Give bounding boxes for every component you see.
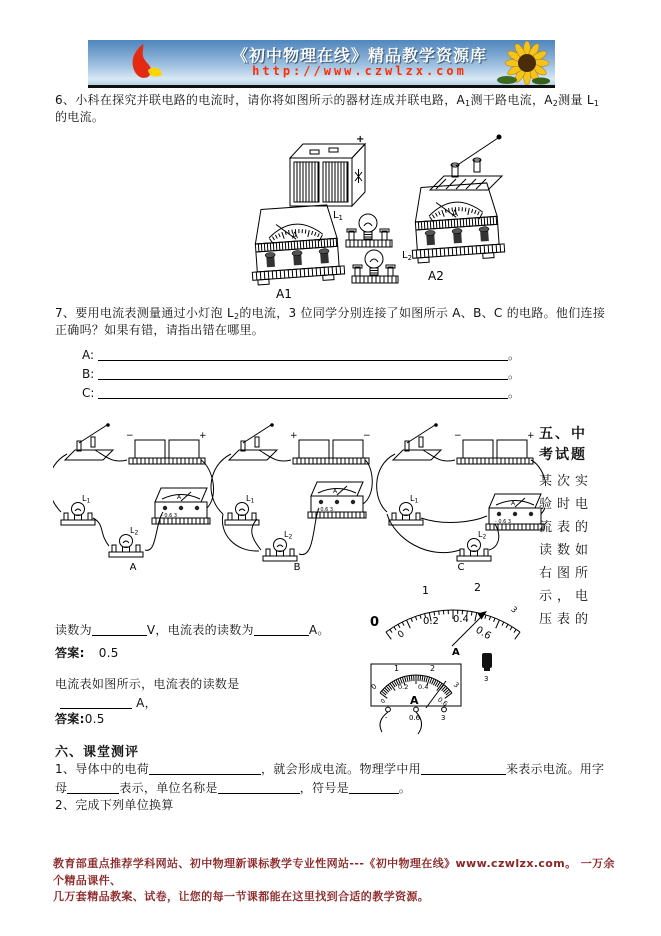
svg-text:L1: L1 [246,494,255,505]
period: 。 [508,386,521,400]
svg-text:L1: L1 [410,494,419,505]
svg-text:3: 3 [509,604,519,615]
q6-sub: 1 [593,99,600,108]
site-logo-icon [122,43,164,83]
svg-text:1: 1 [394,664,400,673]
current-blank [254,623,309,636]
svg-text:3: 3 [451,680,461,690]
q6-part: 6、小科在探究并联电路的电流时，请你将如图所示的器材连成并联电路，A [55,93,466,107]
section-6-q2: 2、完成下列单位换算 [55,798,174,812]
reading-blank [60,696,132,709]
svg-text:+: + [356,134,365,145]
answer-value: 0.5 [98,646,119,660]
section-6-q1: 1、导体中的电荷 ，就会形成电流。物理学中用 来表示电流。用字母 表示，单位名称是 ，符号是 。 [55,762,605,795]
exam-section-heading: 五、中 考试题 [539,426,587,463]
light-bulb [352,250,412,283]
section-6-heading: 六、课堂测评 [55,745,140,760]
reading-line-1: 读数为 V，电流表的读数为 A。 [55,623,330,637]
period: 。 [508,348,521,362]
q1-blank-2 [421,762,506,775]
svg-text:0: 0 [396,629,407,641]
light-bulb [109,526,143,557]
light-bulb [457,530,491,561]
svg-text:- 0.6 3: - 0.6 3 [317,507,334,513]
equipment-figure [232,130,532,302]
reading-line-3: A， [60,695,157,712]
answer-label: 答案: [55,712,85,726]
answer-1 [55,645,119,662]
answer-label: 答案: [55,646,85,660]
q6-part: 的电流。 [55,109,105,124]
answer-blank-b [98,367,508,380]
circuit-diagrams-figure [53,422,545,574]
q6-sub: 1 [465,99,471,108]
svg-text:−: − [363,431,371,441]
svg-text:L2: $L_2$ [402,250,413,262]
reading-line-2: 电流表如图所示，电流表的读数是 [55,677,240,691]
circuit-diagram-C [377,423,545,573]
knife-switch [65,423,113,460]
svg-text:C: C [457,562,465,573]
exam-section-column [539,424,609,631]
svg-text:+: + [527,431,535,441]
ammeter [248,204,345,285]
svg-text:B: B [293,562,301,573]
ammeter [486,494,544,530]
svg-text:0.2: 0.2 [398,683,409,691]
svg-text:- 0.6 3: - 0.6 3 [161,513,178,519]
q6-sub: 2 [552,99,559,108]
svg-text:L1: L1 [82,494,91,505]
svg-text:−: − [454,431,462,441]
svg-text:L2: L2 [478,530,487,541]
light-bulb [61,494,95,525]
ammeter-scale-figure [368,576,546,656]
q6-part: 测干路电流，A [470,93,553,107]
knife-switch [430,135,502,191]
svg-text:3: 3 [484,675,489,683]
svg-text:0.6: 0.6 [436,695,450,709]
battery [290,134,365,206]
light-bulb [225,494,259,525]
exam-section-body: 某次实 验时电 流表的 读数如 右图所 示，电 压表的 [539,474,594,627]
answer-line-a [82,346,520,365]
svg-text:1: 1 [422,584,429,597]
answer-label-a: A: [82,348,95,362]
banner-title: 《初中物理在线》精品教学资源库 [231,46,487,66]
q7-answer-lines [82,346,520,403]
knife-switch [393,423,441,460]
footer-line-2: 几万套精品教案、试卷，让您的每一节课都能在这里找到合适的教学资源。 [53,890,430,903]
battery [290,431,371,464]
svg-text:0.2: 0.2 [423,616,439,627]
light-bulb [333,210,392,247]
answer-2 [55,711,105,728]
svg-text:0.6: 0.6 [473,624,493,643]
ammeter [408,182,505,263]
svg-text:A: A [333,488,338,495]
svg-text:A: A [177,494,182,501]
svg-text:0: 0 [379,697,387,706]
answer-line-c [82,384,520,403]
svg-text:0: 0 [369,682,379,692]
banner-url-link[interactable]: http://www.czwlzx.com [252,63,467,78]
period: 。 [508,367,521,381]
svg-text:2: 2 [474,581,481,594]
svg-text:A1: A1 [276,287,292,301]
circuit-diagram-B [211,423,372,573]
knife-switch [229,423,277,460]
svg-text:0.6: 0.6 [409,714,421,722]
svg-text:0.4: 0.4 [418,683,429,691]
ink-mark [482,653,492,683]
svg-text:-: - [385,714,388,722]
svg-text:0.4: 0.4 [453,614,469,625]
page-footer [53,856,617,906]
q7-sub: 2 [233,312,240,321]
q7-part: 7、要用电流表测量通过小灯泡 L [55,306,234,320]
answer-line-b [82,365,520,384]
answer-label-b: B: [82,367,95,381]
svg-text:A: A [129,562,137,573]
q1-blank-1 [149,762,261,775]
answer-blank-a [98,348,508,361]
svg-text:A: A [451,209,459,220]
battery [454,431,535,464]
svg-text:+: + [199,431,207,441]
ammeter [308,482,366,518]
answer-blank-c [98,386,508,399]
svg-text:2: 2 [430,664,436,673]
svg-text:A: A [452,647,460,656]
q1-blank-5 [349,781,399,794]
svg-text:L2: L2 [130,526,139,537]
question-6-text [55,92,608,125]
answer-label-c: C: [82,386,95,400]
svg-text:A: A [291,231,299,242]
ammeter [152,488,210,524]
svg-text:A: A [511,500,516,507]
q1-blank-4 [218,781,300,794]
battery [126,431,207,464]
svg-text:L2: L2 [284,530,293,541]
svg-text:L1: $L_1$ [332,210,343,222]
svg-text:- 0.6 3: - 0.6 3 [495,519,512,525]
ammeter-box-figure [358,651,516,739]
svg-text:−: − [126,431,134,441]
svg-text:3: 3 [441,714,446,722]
svg-text:+: + [290,431,298,441]
light-bulb [263,530,297,561]
sunflower-icon [477,40,553,85]
circuit-diagram-A [53,423,214,573]
answer-value: 0.5 [84,712,105,726]
q1-blank-3 [67,781,119,794]
site-banner [88,40,555,88]
question-7-text [55,305,608,338]
svg-text:A2: A2 [428,269,444,283]
q6-part: 测量 L [558,93,594,107]
light-bulb [389,494,423,525]
q7-part: 的电流，3 位同学分别连接了如图所示 A、B、C 的电路。他们连接正确吗？如果有错，请指出错在哪里。 [55,306,606,337]
footer-line-1: 教育部重点推荐学科网站、初中物理新课标教学专业性网站---《初中物理在线》www.czwlzx.com。 一万余个精品课件、 [53,857,615,887]
svg-text:A: A [410,694,419,707]
svg-text:0: 0 [370,615,380,630]
voltage-blank [92,623,147,636]
